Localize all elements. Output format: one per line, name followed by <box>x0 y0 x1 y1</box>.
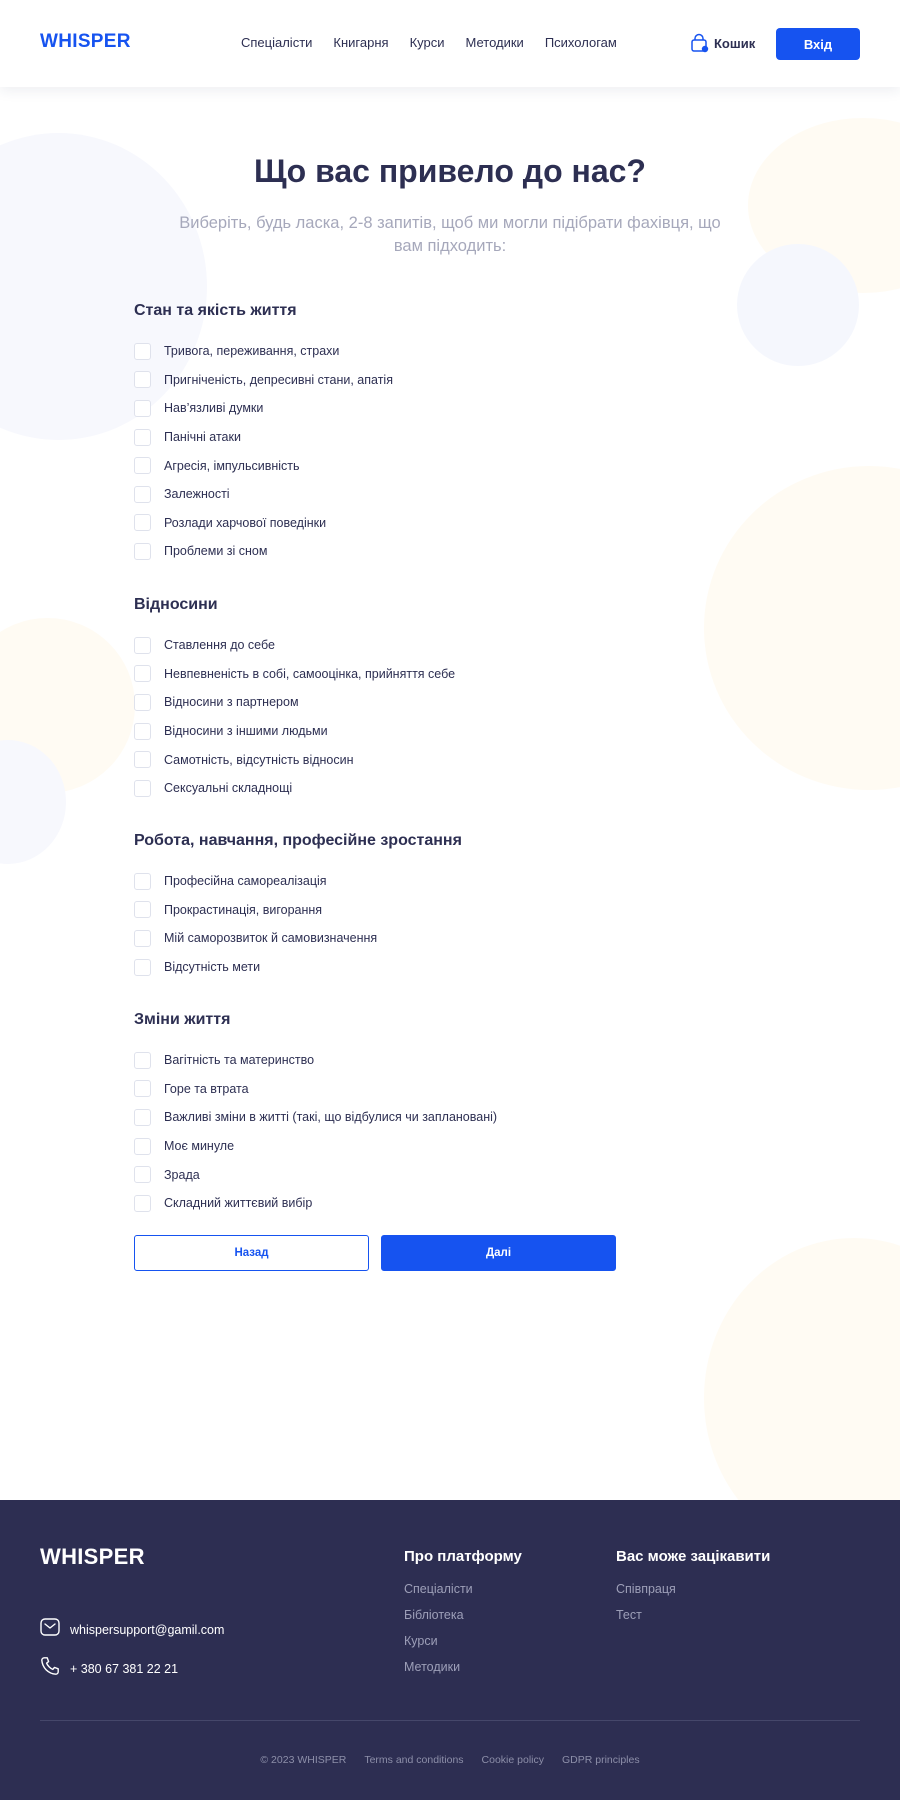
footer-logo[interactable]: WHISPER <box>40 1544 145 1569</box>
option-label: Відносини з партнером <box>164 695 299 710</box>
footer-link-test[interactable]: Тест <box>616 1608 642 1622</box>
option-label: Пригніченість, депресивні стани, апатія <box>164 372 393 387</box>
checkbox[interactable] <box>134 1080 151 1097</box>
option-row[interactable] <box>134 1046 654 1075</box>
nav-for-psychologists[interactable]: Психологам <box>544 35 617 50</box>
cart-link[interactable] <box>690 33 755 53</box>
option-row[interactable] <box>134 688 654 717</box>
gdpr-link[interactable]: GDPR principles <box>562 1754 640 1766</box>
checkbox[interactable] <box>134 371 151 388</box>
site-header <box>0 0 900 87</box>
checkbox[interactable] <box>134 901 151 918</box>
main-nav <box>241 35 617 50</box>
next-button[interactable]: Далі <box>381 1235 616 1271</box>
option-row[interactable] <box>134 480 654 509</box>
footer-link-methods[interactable]: Методики <box>404 1660 461 1674</box>
checkbox[interactable] <box>134 429 151 446</box>
option-label: Невпевненість в собі, самооцінка, прийняття себе <box>164 666 456 681</box>
checkbox[interactable] <box>134 514 151 531</box>
checkbox[interactable] <box>134 543 151 560</box>
checkbox[interactable] <box>134 1195 151 1212</box>
footer-col-interesting <box>616 1548 770 1634</box>
option-row[interactable] <box>134 451 654 480</box>
option-label: Проблеми зі сном <box>164 544 268 559</box>
checkbox[interactable] <box>134 457 151 474</box>
footer-col-title: Про платформу <box>404 1548 522 1565</box>
option-row[interactable] <box>134 631 654 660</box>
option-row[interactable] <box>134 1103 654 1132</box>
checkbox[interactable] <box>134 1166 151 1183</box>
section-title: Зміни життя <box>134 1011 231 1028</box>
footer-link-specialists[interactable]: Спеціалісти <box>404 1582 473 1596</box>
footer-email[interactable] <box>40 1618 224 1641</box>
footer-link-courses[interactable]: Курси <box>404 1634 438 1648</box>
logo[interactable]: WHISPER <box>40 31 131 52</box>
option-label: Сексуальні складнощі <box>164 781 293 796</box>
option-row[interactable] <box>134 660 654 689</box>
nav-courses[interactable]: Курси <box>409 35 445 50</box>
option-row[interactable] <box>134 509 654 538</box>
option-label: Панічні атаки <box>164 430 241 445</box>
option-row[interactable] <box>134 337 654 366</box>
option-label: Професійна самореалізація <box>164 874 327 889</box>
option-label: Прокрастинація, вигорання <box>164 902 323 917</box>
option-row[interactable] <box>134 896 654 925</box>
terms-link[interactable]: Terms and conditions <box>364 1754 464 1766</box>
phone-icon <box>40 1656 60 1681</box>
footer-bottom <box>0 1754 900 1766</box>
checkbox[interactable] <box>134 751 151 768</box>
section-title: Робота, навчання, професійне зростання <box>134 832 462 849</box>
footer-link-library[interactable]: Бібліотека <box>404 1608 464 1622</box>
footer-col-platform <box>404 1548 522 1686</box>
option-label: Тривога, переживання, страхи <box>164 344 340 359</box>
option-label: Моє минуле <box>164 1139 235 1154</box>
option-row[interactable] <box>134 1132 654 1161</box>
option-row[interactable] <box>134 924 654 953</box>
option-label: Нав’язливі думки <box>164 401 264 416</box>
section-relationships <box>134 596 654 803</box>
option-label: Важливі зміни в житті (такі, що відбулися чи заплановані) <box>164 1110 498 1125</box>
footer-phone-text: + 380 67 381 22 21 <box>70 1661 179 1676</box>
option-row[interactable] <box>134 366 654 395</box>
option-label: Вагітність та материнство <box>164 1053 315 1068</box>
checkbox[interactable] <box>134 780 151 797</box>
page-title: Що вас привело до нас? <box>254 153 646 189</box>
copyright: © 2023 WHISPER <box>260 1754 347 1766</box>
option-row[interactable] <box>134 953 654 982</box>
checkbox[interactable] <box>134 637 151 654</box>
checkbox[interactable] <box>134 1138 151 1155</box>
option-row[interactable] <box>134 537 654 566</box>
checkbox[interactable] <box>134 665 151 682</box>
option-row[interactable] <box>134 717 654 746</box>
section-work-study <box>134 832 654 981</box>
checkbox[interactable] <box>134 1109 151 1126</box>
checkbox[interactable] <box>134 959 151 976</box>
option-row[interactable] <box>134 394 654 423</box>
login-button[interactable]: Вхід <box>776 28 860 60</box>
site-footer <box>0 1500 900 1800</box>
option-label: Розлади харчової поведінки <box>164 515 327 530</box>
option-label: Горе та втрата <box>164 1081 249 1096</box>
section-title: Відносини <box>134 596 218 613</box>
nav-methods[interactable]: Методики <box>465 35 524 50</box>
option-row[interactable] <box>134 774 654 803</box>
option-row[interactable] <box>134 1189 654 1218</box>
option-label: Агресія, імпульсивність <box>164 458 300 473</box>
mail-icon <box>40 1618 60 1641</box>
checkbox[interactable] <box>134 930 151 947</box>
nav-specialists[interactable]: Спеціалісти <box>241 35 313 50</box>
option-row[interactable] <box>134 1075 654 1104</box>
option-label: Зрада <box>164 1167 200 1182</box>
option-label: Мій саморозвиток й самовизначення <box>164 931 378 946</box>
option-label: Складний життєвий вибір <box>164 1196 313 1211</box>
checkbox[interactable] <box>134 723 151 740</box>
option-label: Самотність, відсутність відносин <box>164 752 354 767</box>
footer-phone[interactable] <box>40 1656 178 1681</box>
checkbox[interactable] <box>134 873 151 890</box>
option-label: Залежності <box>164 487 230 502</box>
footer-email-text: whispersupport@gamil.com <box>70 1622 225 1637</box>
cart-icon <box>690 33 709 53</box>
footer-divider <box>40 1720 860 1721</box>
option-row[interactable] <box>134 1160 654 1189</box>
checkbox[interactable] <box>134 486 151 503</box>
nav-bookstore[interactable]: Книгарня <box>333 35 389 50</box>
cookie-policy-link[interactable]: Cookie policy <box>481 1754 544 1766</box>
section-life-quality <box>134 302 654 566</box>
option-row[interactable] <box>134 867 654 896</box>
main-content <box>0 87 900 1500</box>
footer-col-title: Вас може зацікавити <box>616 1548 771 1565</box>
back-button[interactable]: Назад <box>134 1235 369 1271</box>
section-life-changes <box>134 1011 654 1218</box>
option-label: Відсутність мети <box>164 960 261 975</box>
checkbox[interactable] <box>134 343 151 360</box>
checkbox[interactable] <box>134 400 151 417</box>
cart-label: Кошик <box>714 35 756 51</box>
checkbox[interactable] <box>134 694 151 711</box>
section-title: Стан та якість життя <box>134 302 297 319</box>
footer-link-cooperation[interactable]: Співпраця <box>616 1582 676 1596</box>
option-row[interactable] <box>134 423 654 452</box>
checkbox[interactable] <box>134 1052 151 1069</box>
option-label: Відносини з іншими людьми <box>164 724 328 739</box>
option-label: Ставлення до себе <box>164 638 275 653</box>
page-subtitle: Виберіть, будь ласка, 2-8 запитів, щоб ми могли підібрати фахівця, що вам підходить: <box>179 214 721 255</box>
option-row[interactable] <box>134 745 654 774</box>
